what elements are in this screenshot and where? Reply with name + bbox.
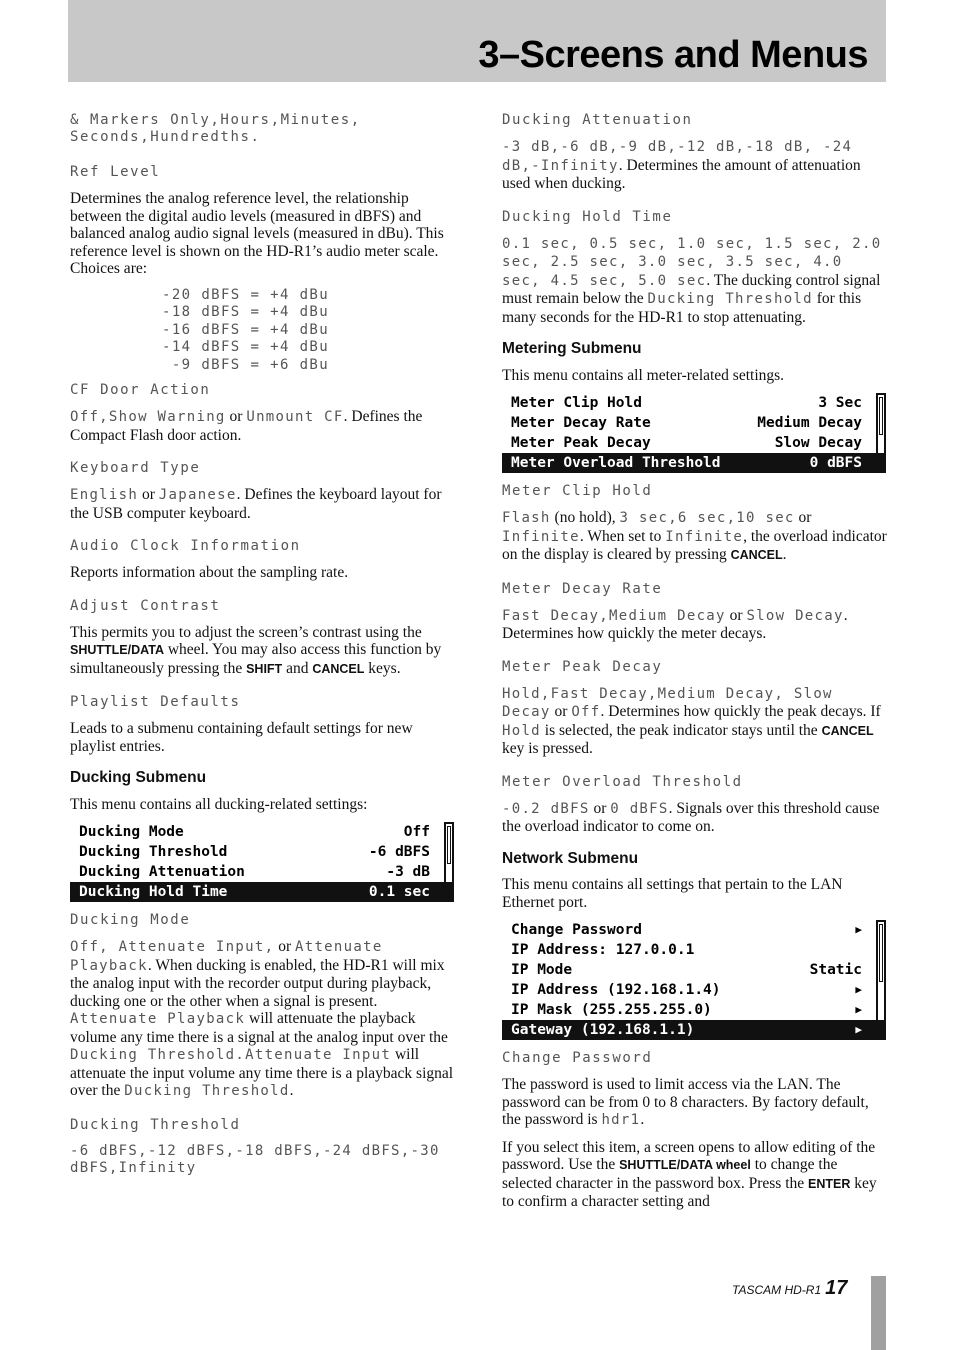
audio-clock-heading: Audio Clock Information	[70, 538, 301, 554]
overload-heading: Meter Overload Threshold	[502, 773, 743, 790]
lcd-label: Change Password	[511, 922, 642, 938]
mono-text: Hold	[502, 722, 541, 739]
lcd-value: Static	[809, 962, 862, 978]
arrow-right-icon: ▶	[855, 1023, 862, 1036]
lcd-value: Slow Decay	[774, 435, 862, 451]
mono-text: Ducking Threshold.Attenuate Input	[70, 1047, 392, 1063]
mono-text: -0.2 dBFS	[502, 800, 590, 817]
mono-text: Slow Decay	[746, 607, 844, 624]
lcd-label: Ducking Threshold	[79, 844, 228, 860]
lcd-row-ip-address[interactable]	[502, 940, 886, 960]
lcd-value: Off	[403, 824, 430, 840]
body-text: is selected, the peak indicator stays until the	[540, 721, 822, 739]
body-text: or	[725, 606, 747, 624]
lcd-label: IP Mask (255.255.255.0)	[511, 1002, 712, 1018]
intro-line: & Markers Only,Hours,Minutes, Seconds,Hundredths.	[70, 112, 361, 145]
shift-key: SHIFT	[246, 661, 283, 676]
lcd-scroll-thumb[interactable]	[879, 397, 883, 435]
shuttle-data-key: SHUTTLE/DATA wheel	[619, 1158, 751, 1172]
mono-text: Attenuate Playback	[70, 939, 383, 974]
body-text: will attenuate the input volume any time there is a playback signal over the	[70, 1046, 454, 1099]
change-password-body-1	[502, 1076, 890, 1130]
ducking-submenu-body: This menu contains all ducking-related settings:	[70, 795, 368, 813]
contrast-text: keys.	[364, 659, 401, 677]
peak-decay-heading: Meter Peak Decay	[502, 658, 663, 675]
ducking-hold-body	[502, 235, 890, 327]
lcd-label: IP Address: 127.0.0.1	[511, 942, 695, 958]
body-text: to change the selected character in the password box. Press the	[502, 1156, 838, 1192]
ref-level-body: Determines the analog reference level, the relationship between the digital audio levels (measured in dBFS) and balanced analog audio signal levels (measured in dBu). This reference level is shown on the HD-R1’s audio meter scale. Choices are:	[70, 190, 444, 277]
lcd-row-ip-mask[interactable]	[502, 1000, 886, 1020]
cf-door-body	[70, 408, 458, 444]
ref-choice: -14 dBFS = +4 dBu	[162, 339, 330, 355]
cf-door-rest: . Defines the Compact Flash door action.	[70, 408, 423, 444]
lcd-scroll-thumb[interactable]	[879, 924, 883, 982]
change-password-body-2	[502, 1139, 890, 1211]
arrow-right-icon: ▶	[855, 1003, 862, 1016]
lcd-label: Ducking Hold Time	[79, 884, 228, 900]
overload-body	[502, 800, 890, 836]
body-text: . Determines how quickly the meter decays.	[502, 606, 848, 642]
body-text: or	[550, 703, 572, 720]
page-footer	[732, 1277, 848, 1300]
lcd-row-ip-address-setting[interactable]	[502, 980, 886, 1000]
change-password-heading: Change Password	[502, 1050, 653, 1066]
body-text: , the overload indicator on the display is cleared by pressing	[502, 527, 887, 563]
network-submenu-heading: Network Submenu	[502, 849, 639, 867]
body-text: for this many seconds for the HD-R1 to stop attenuating.	[502, 290, 862, 326]
lcd-row-change-password[interactable]	[502, 920, 886, 940]
lcd-value: 3 Sec	[818, 395, 862, 411]
ref-level-choices	[162, 287, 458, 375]
lcd-row-gateway[interactable]	[502, 1020, 886, 1040]
lcd-value: -3 dB	[386, 864, 430, 880]
mono-text: 0 dBFS	[610, 800, 669, 817]
lcd-value: 0.1 sec	[368, 884, 430, 900]
left-column	[70, 112, 458, 1187]
lcd-row-ducking-attenuation[interactable]	[70, 862, 454, 882]
keyboard-body	[70, 486, 458, 522]
keyboard-opt2: Japanese	[158, 487, 237, 503]
body-text: . Determines how quickly the peak decays. If	[600, 703, 881, 720]
lcd-row-meter-decay-rate[interactable]	[502, 413, 886, 433]
keyboard-rest: . Defines the keyboard layout for the USB computer keyboard.	[70, 486, 442, 522]
ducking-threshold-values: -6 dBFS,-12 dBFS,-18 dBFS,-24 dBFS,-30 dBFS,Infinity	[70, 1142, 440, 1176]
body-text: .	[289, 1082, 294, 1099]
lcd-label: Meter Clip Hold	[511, 395, 642, 411]
lcd-row-meter-overload-threshold[interactable]	[502, 453, 886, 473]
page-title: 3–Screens and Menus	[478, 34, 868, 76]
body-text: . Determines the amount of attenuation used when ducking.	[502, 156, 861, 192]
clip-hold-heading: Meter Clip Hold	[502, 483, 653, 499]
audio-clock-body: Reports information about the sampling rate.	[70, 564, 349, 581]
ducking-attenuation-heading: Ducking Attenuation	[502, 112, 693, 128]
keyboard-or: or	[138, 486, 159, 503]
shuttle-data-key: SHUTTLE/DATA	[70, 643, 164, 657]
body-text: . The ducking control signal must remain below the	[502, 271, 881, 307]
ducking-mode-heading: Ducking Mode	[70, 912, 191, 928]
contrast-body	[70, 624, 458, 679]
body-text: .	[782, 546, 787, 563]
body-text: . Signals over this threshold cause the overload indicator to come on.	[502, 799, 880, 835]
lcd-value: 0 dBFS	[809, 455, 862, 471]
mono-text: 3 sec,6 sec,10 sec	[619, 510, 795, 526]
body-text: or	[589, 799, 611, 817]
keyboard-heading: Keyboard Type	[70, 460, 201, 476]
metering-lcd	[502, 393, 886, 473]
page-edge-tab	[871, 1276, 886, 1350]
lcd-label: Meter Peak Decay	[511, 435, 651, 451]
body-text: or	[274, 938, 295, 955]
lcd-value: Medium Decay	[757, 415, 862, 431]
contrast-text: This permits you to adjust the screen’s contrast using the	[70, 623, 422, 641]
ref-choice: -18 dBFS = +4 dBu	[162, 304, 330, 320]
mono-text: Ducking Threshold	[647, 291, 813, 307]
lcd-row-meter-peak-decay[interactable]	[502, 433, 886, 453]
mono-text: Fast Decay,Medium Decay	[502, 607, 726, 624]
body-text: . When set to	[579, 527, 666, 545]
body-text: If you select this item, a screen opens to allow editing of the password. Use the	[502, 1138, 876, 1173]
network-submenu-body: This menu contains all settings that pertain to the LAN Ethernet port.	[502, 876, 843, 911]
contrast-text: and	[282, 659, 313, 677]
lcd-label: Meter Decay Rate	[511, 415, 651, 431]
mono-text: Hold,Fast Decay,Medium Decay, Slow Decay	[502, 685, 833, 720]
playlist-heading: Playlist Defaults	[70, 694, 241, 710]
peak-decay-body	[502, 685, 890, 758]
mono-text: Attenuate Playback	[70, 1011, 246, 1027]
lcd-row-ducking-mode[interactable]	[70, 822, 454, 842]
page-header	[68, 0, 886, 82]
arrow-right-icon: ▶	[855, 983, 862, 996]
mono-text: 0.1 sec, 0.5 sec, 1.0 sec, 1.5 sec, 2.0 sec, 2.5 sec, 3.0 sec, 3.5 sec, 4.0 sec, 4.5 sec, 5.0 sec	[502, 235, 882, 289]
lcd-label: IP Address (192.168.1.4)	[511, 982, 721, 998]
lcd-label: Gateway (192.168.1.1)	[511, 1022, 695, 1038]
mono-text: Infinite	[502, 528, 580, 545]
cf-door-or: or	[225, 408, 247, 425]
ref-choice: -9 dBFS = +6 dBu	[162, 356, 330, 373]
contrast-text: wheel. You may also access this function by simultaneously pressing the	[70, 641, 442, 677]
network-lcd	[502, 920, 886, 1040]
cancel-key: CANCEL	[312, 661, 365, 676]
ref-level-heading: Ref Level	[70, 164, 161, 180]
lcd-label: Ducking Mode	[79, 824, 184, 840]
lcd-label: Meter Overload Threshold	[511, 455, 721, 471]
playlist-body: Leads to a submenu containing default settings for new playlist entries.	[70, 720, 413, 755]
mono-text: Infinite	[665, 528, 744, 545]
arrow-right-icon: ▶	[855, 923, 862, 936]
mono-text: -3 dB,-6 dB,-9 dB,-12 dB,-18 dB, -24 dB,-Infinity	[502, 139, 853, 174]
metering-submenu-heading: Metering Submenu	[502, 340, 642, 357]
ref-choice: -16 dBFS = +4 dBu	[162, 321, 330, 338]
page-number: 17	[825, 1277, 848, 1299]
mono-text: Ducking Threshold	[124, 1083, 290, 1099]
body-text: will attenuate the playback volume any time there is a signal at the analog input over the	[70, 1010, 448, 1046]
mono-text: Off	[571, 704, 601, 720]
lcd-row-ducking-hold-time[interactable]	[70, 882, 454, 902]
metering-submenu-body: This menu contains all meter-related settings.	[502, 366, 785, 384]
body-text: The password is used to limit access via the LAN. The password can be from 0 to 8 characters. By factory default, the password is	[502, 1076, 869, 1128]
clip-hold-body	[502, 509, 890, 565]
ducking-lcd	[70, 822, 454, 902]
mono-text: hdr1	[601, 1112, 641, 1128]
ducking-threshold-heading: Ducking Threshold	[70, 1116, 241, 1133]
lcd-value: -6 dBFS	[368, 844, 430, 860]
body-text: key to confirm a character setting and	[502, 1174, 877, 1210]
lcd-label: Ducking Attenuation	[79, 864, 245, 880]
cf-door-opt1: Off,Show Warning	[70, 409, 226, 425]
cf-door-heading: CF Door Action	[70, 382, 211, 398]
ducking-hold-heading: Ducking Hold Time	[502, 208, 673, 225]
cancel-key: CANCEL	[821, 723, 874, 738]
ducking-attenuation-body	[502, 138, 890, 193]
mono-text: Flash	[502, 510, 551, 526]
body-text: . When ducking is enabled, the HD-R1 will mix the analog input with the recorder output during playback, ducking one or the other when a signal is present.	[70, 956, 445, 1010]
lcd-label: IP Mode	[511, 962, 573, 978]
body-text: .	[640, 1111, 645, 1128]
lcd-row-ip-mode[interactable]	[502, 960, 886, 980]
body-text: key is pressed.	[502, 740, 593, 757]
decay-rate-body	[502, 607, 890, 643]
cancel-key: CANCEL	[730, 548, 783, 562]
cf-door-opt2: Unmount CF	[246, 409, 344, 425]
lcd-scrollbar[interactable]	[876, 920, 886, 1040]
contrast-heading: Adjust Contrast	[70, 597, 221, 614]
right-column	[502, 112, 890, 1220]
lcd-scroll-thumb[interactable]	[447, 826, 451, 864]
keyboard-opt1: English	[70, 487, 139, 503]
body-text: or	[794, 509, 812, 526]
lcd-scrollbar[interactable]	[444, 822, 454, 902]
ref-choice: -20 dBFS = +4 dBu	[162, 286, 330, 303]
mono-text: Off, Attenuate Input,	[70, 939, 275, 955]
ducking-mode-body	[70, 938, 458, 1101]
lcd-scrollbar[interactable]	[876, 393, 886, 473]
enter-key: ENTER	[808, 1176, 851, 1191]
lcd-row-meter-clip-hold[interactable]	[502, 393, 886, 413]
lcd-row-ducking-threshold[interactable]	[70, 842, 454, 862]
ducking-submenu-heading: Ducking Submenu	[70, 769, 207, 786]
body-text: (no hold),	[550, 509, 620, 526]
decay-rate-heading: Meter Decay Rate	[502, 580, 663, 597]
footer-brand: TASCAM HD-R1	[732, 1283, 822, 1297]
